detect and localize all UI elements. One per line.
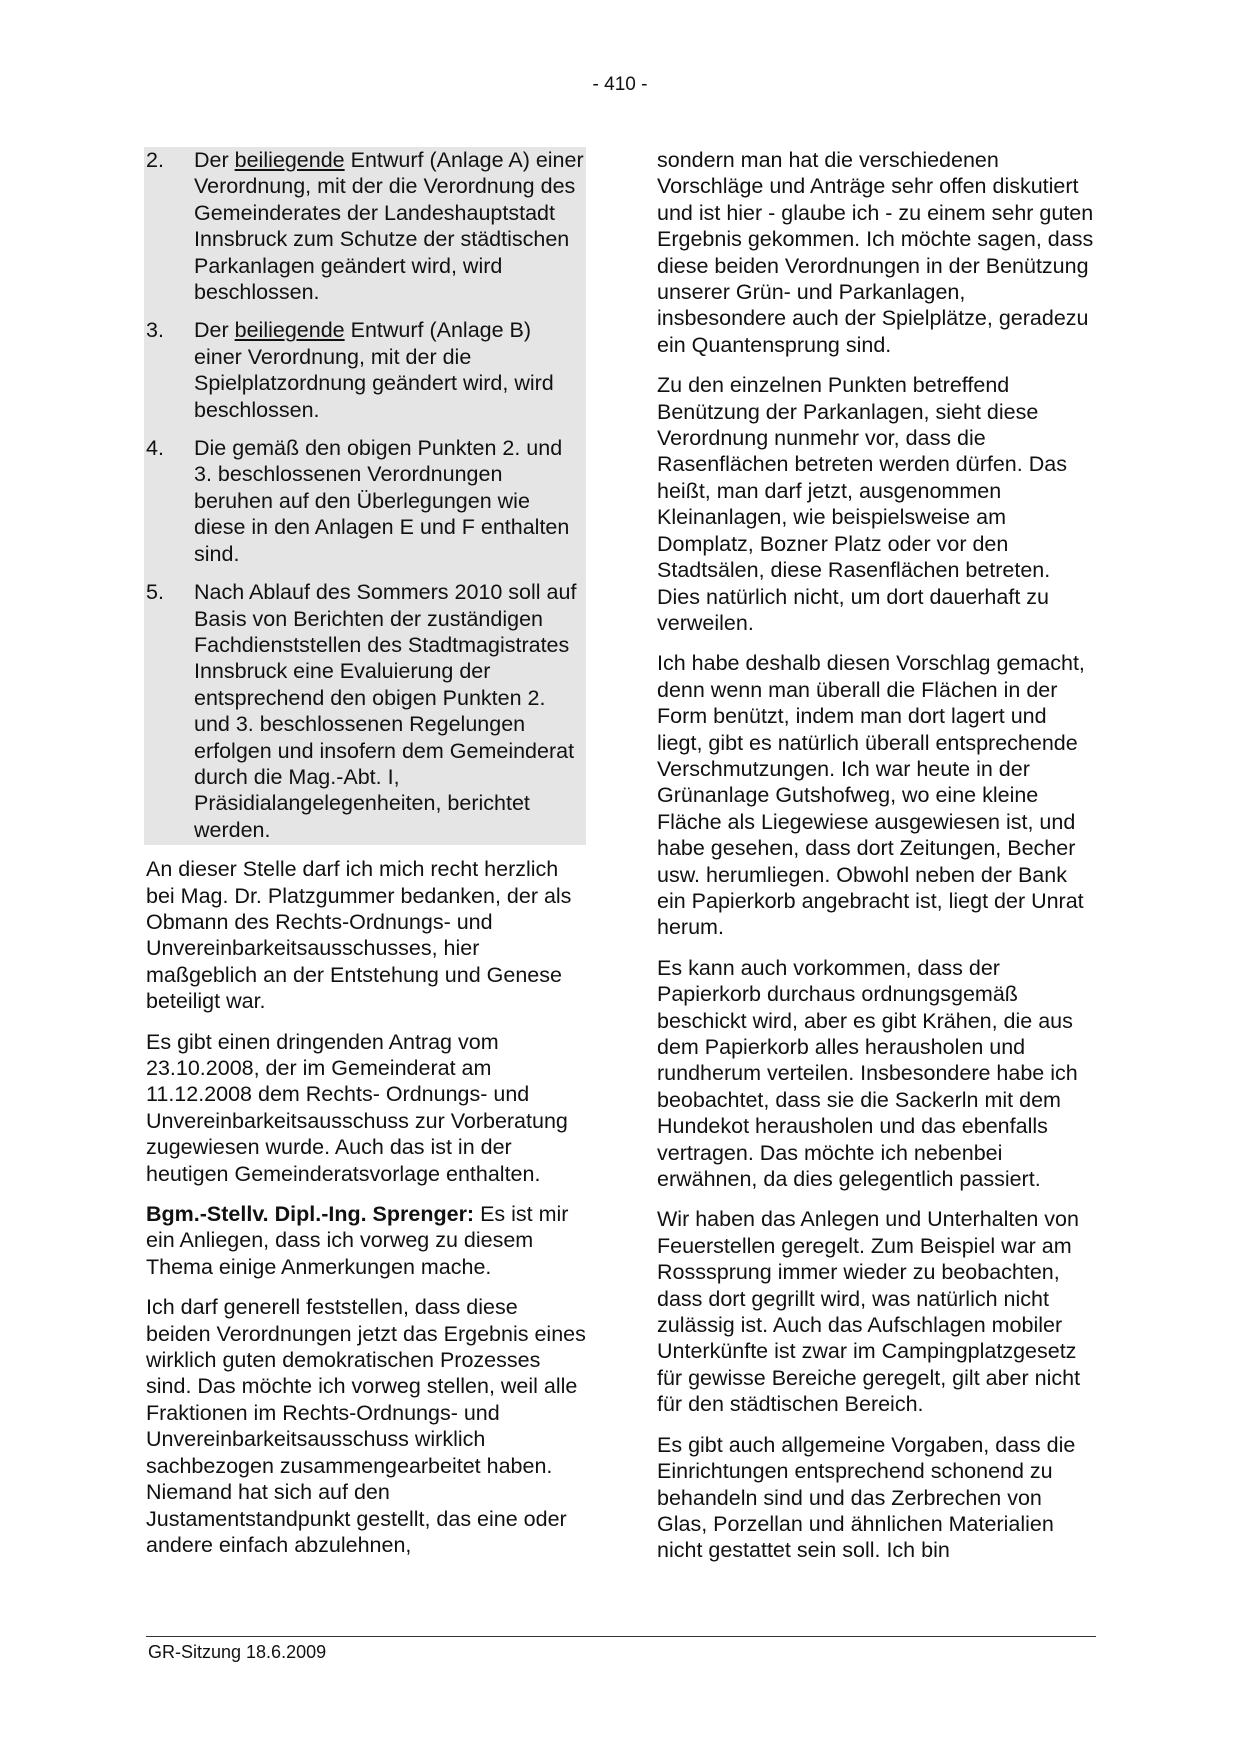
- speaker-name: Bgm.-Stellv. Dipl.-Ing. Sprenger:: [146, 1202, 475, 1227]
- paragraph: Es gibt einen dringenden Antrag vom 23.10.2008, der im Gemeinderat am 11.12.2008 dem Rechts- Ordnungs- und Unvereinbarkeitsausschuss zur Vorberatung zugewiesen wurde. Auch das ist in der heutigen Gemeinderatsvorlage enthalten.: [146, 1029, 568, 1186]
- list-item-number: 5.: [146, 580, 164, 605]
- paragraph: Zu den einzelnen Punkten betreffend Benützung der Parkanlagen, sieht diese Verordnung nunmehr vor, dass die Rasenflächen betreten werden dürfen. Das heißt, man darf jetzt, ausgenommen Kleinanlagen, wie beispielsweise am Domplatz, Bozner Platz oder vor den Stadtsälen, diese Rasenflächen betreten. Dies natürlich nicht, um dort dauerhaft zu verweilen.: [657, 373, 1067, 635]
- list-item-number: 2.: [146, 148, 164, 172]
- paragraph: Es gibt auch allgemeine Vorgaben, dass die Einrichtungen entsprechend schonend zu behandeln sind und das Zerbrechen von Glas, Porzellan und ähnlichen Materialien nicht gestattet sein soll. Ich bin: [657, 1432, 1076, 1563]
- list-item-text: Der beiliegende Entwurf (Anlage A) einer Verordnung, mit der die Verordnung des Gemeinderates der Landeshauptstadt Innsbruck zum Schutze der städtischen Parkanlagen geändert wird, wird beschlossen.: [194, 148, 584, 305]
- left-column: [146, 147, 586, 1572]
- paragraph: An dieser Stelle darf ich mich recht herzlich bei Mag. Dr. Platzgummer bedanken, der als Obmann des Rechts-Ordnungs- und Unvereinbarkeitsausschusses, hier maßgeblich an der Entstehung und Genese beteiligt war.: [146, 857, 572, 1014]
- underlined-word: beiliegende: [234, 318, 345, 343]
- list-item-text: Die gemäß den obigen Punkten 2. und 3. beschlossenen Verordnungen beruhen auf den Überlegungen wie diese in den Anlagen E und F enthalten sind.: [194, 436, 570, 566]
- paragraph: Es kann auch vorkommen, dass der Papierkorb durchaus ordnungsgemäß beschickt wird, aber es gibt Krähen, die aus dem Papierkorb alles herausholen und rundherum verteilen. Insbesondere habe ich beobachtet, dass sie die Sackerln mit dem Hundekot herausholen und das ebenfalls vertragen. Das möchte ich nebenbei erwähnen, da dies gelegentlich passiert.: [657, 955, 1078, 1192]
- list-item-text: Nach Ablauf des Sommers 2010 soll auf Basis von Berichten der zuständigen Fachdienststellen des Stadtmagistrates Innsbruck eine Evaluierung der entsprechend den obigen Punkten 2. und 3. beschlossenen Regelungen erfolgen und insofern dem Gemeinderat durch die Mag.-Abt. I, Präsidialangelegenheiten, berichtet werden.: [194, 580, 577, 842]
- paragraph: Wir haben das Anlegen und Unterhalten von Feuerstellen geregelt. Zum Beispiel war am Rosssprung immer wieder zu beobachten, dass dort gegrillt wird, was natürlich nicht zulässig ist. Auch das Aufschlagen mobiler Unterkünfte ist zwar im Campingplatzgesetz für gewisse Bereiche geregelt, gilt aber nicht für den städtischen Bereich.: [657, 1207, 1081, 1417]
- footer-session-date: GR-Sitzung 18.6.2009: [148, 1642, 327, 1662]
- footer-divider: [146, 1636, 1096, 1637]
- resolution-list: [144, 147, 586, 845]
- paragraph: Ich darf generell feststellen, dass diese beiden Verordnungen jetzt das Ergebnis eines wirklich guten demokratischen Prozesses sind. Das möchte ich vorweg stellen, weil alle Fraktionen im Rechts-Ordnungs- und Unvereinbarkeitsausschuss wirklich sachbezogen zusammengearbeitet haben. Niemand hat sich auf den Justamentstandpunkt gestellt, das eine oder andere einfach abzulehnen,: [146, 1295, 586, 1557]
- right-column: [657, 147, 1097, 1578]
- list-item-text: Der beiliegende Entwurf (Anlage B) einer Verordnung, mit der die Spielplatzordnung geändert wird, wird beschlossen.: [194, 318, 554, 422]
- paragraph: Ich habe deshalb diesen Vorschlag gemacht, denn wenn man überall die Flächen in der Form benützt, indem man dort lagert und liegt, gibt es natürlich überall entsprechende Verschmutzungen. Ich war heute in der Grünanlage Gutshofweg, wo eine kleine Fläche als Liegewiese ausgewiesen ist, und habe gesehen, dass dort Zeitungen, Becher usw. herumliegen. Obwohl neben der Bank ein Papierkorb angebracht ist, liegt der Unrat herum.: [657, 651, 1085, 940]
- page-number: - 410 -: [592, 74, 648, 95]
- list-item-number: 4.: [146, 436, 164, 461]
- list-item: [146, 317, 584, 423]
- list-item: [146, 579, 584, 843]
- list-item: [146, 147, 584, 305]
- list-item-number: 3.: [146, 318, 164, 343]
- speaker-paragraph: Bgm.-Stellv. Dipl.-Ing. Sprenger: Es ist mir ein Anliegen, dass ich vorweg zu diesem Thema einige Anmerkungen mache.: [146, 1202, 569, 1279]
- list-item: [146, 435, 584, 567]
- underlined-word: beiliegende: [234, 148, 345, 172]
- paragraph: sondern man hat die verschiedenen Vorschläge und Anträge sehr offen diskutiert und ist hier - glaube ich - zu einem sehr guten Ergebnis gekommen. Ich möchte sagen, dass diese beiden Verordnungen in der Benützung unserer Grün- und Parkanlagen, insbesondere auch der Spielplätze, geradezu ein Quantensprung sind.: [657, 148, 1094, 357]
